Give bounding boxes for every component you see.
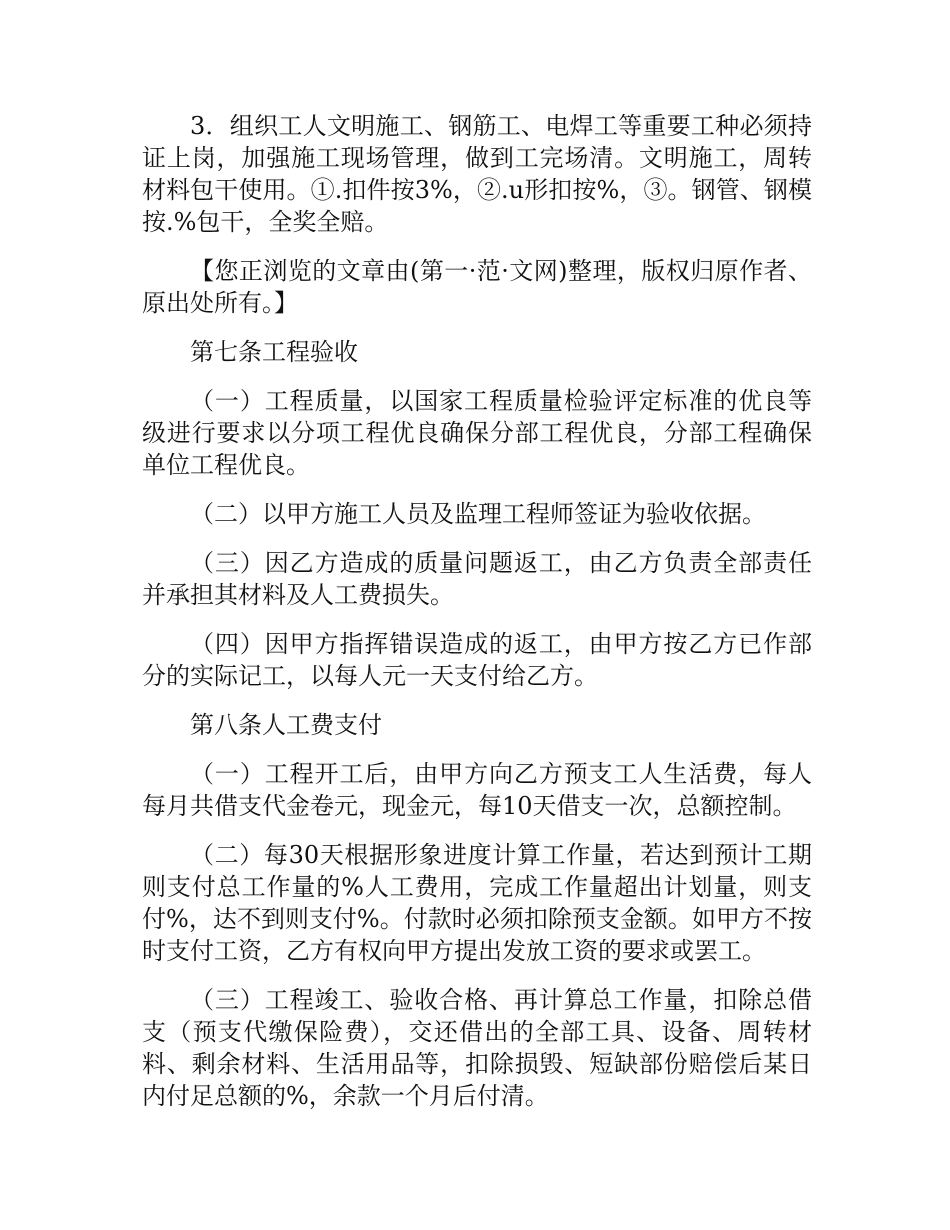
document-page [142, 110, 812, 1129]
paragraph-rework-party-b: （三）因乙方造成的质量问题返工，由乙方负责全部责任并承担其材料及人工费损失。 [142, 549, 812, 609]
paragraph-rework-party-a: （四）因甲方指挥错误造成的返工，由甲方按乙方已作部分的实际记工，以每人元一天支付给乙方。 [142, 630, 812, 690]
paragraph-quality-standard: （一）工程质量，以国家工程质量检验评定标准的优良等级进行要求以分项工程优良确保分部工程优良，分部工程确保单位工程优良。 [142, 387, 812, 479]
paragraph-acceptance-basis: （二）以甲方施工人员及监理工程师签证为验收依据。 [190, 500, 766, 528]
heading-article-8: 第八条人工费支付 [190, 711, 382, 739]
paragraph-final-settlement: （三）工程竣工、验收合格、再计算总工作量，扣除总借支（预支代缴保险费），交还借出的全部工具、设备、周转材料、剩余材料、生活用品等，扣除损毁、短缺部份赔偿后某日内付足总额的%，余款一个月后付清。 [142, 986, 812, 1110]
heading-article-7: 第七条工程验收 [190, 338, 358, 366]
paragraph-civilized-construction: 3．组织工人文明施工、钢筋工、电焊工等重要工种必须持证上岗，加强施工现场管理，做到工完场清。文明施工，周转材料包干使用。①.扣件按3%，②.u形扣按%，③。钢管、钢模按.%包干，全奖全赔。 [142, 112, 812, 236]
paragraph-copyright-notice: 【您正浏览的文章由(第一·范·文网)整理，版权归原作者、原出处所有。】 [142, 257, 812, 317]
paragraph-advance-living-cost: （一）工程开工后，由甲方向乙方预支工人生活费，每人每月共借支代金卷元，现金元，每10天借支一次，总额控制。 [142, 760, 812, 820]
paragraph-progress-payment: （二）每30天根据形象进度计算工作量，若达到预计工期则支付总工作量的%人工费用，完成工作量超出计划量，则支付%，达不到则支付%。付款时必须扣除预支金额。如甲方不按时支付工资，乙方有权向甲方提出发放工资的要求或罢工。 [142, 841, 812, 965]
